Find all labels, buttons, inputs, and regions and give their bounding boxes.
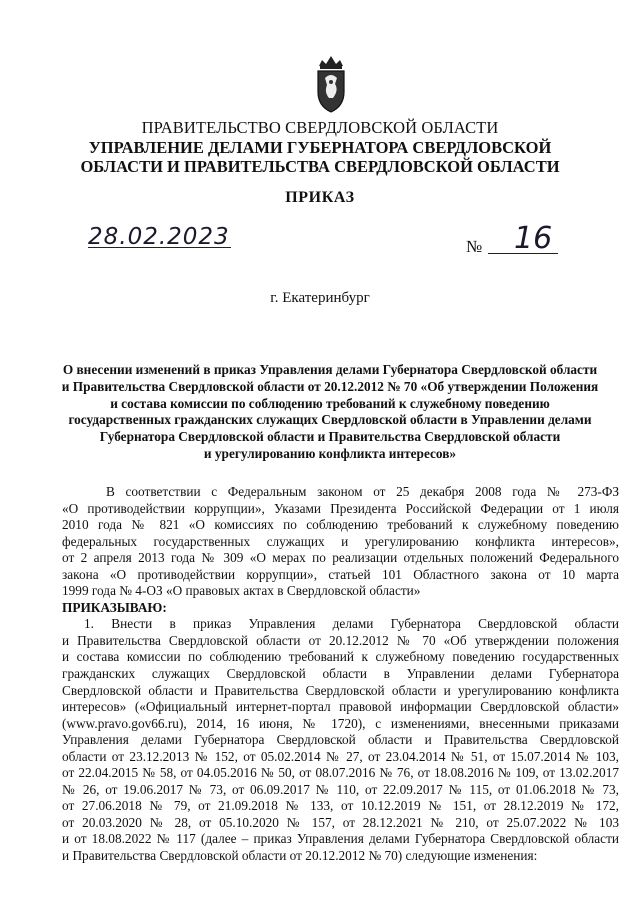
body-line: 1. Внести в приказ Управления делами Губернатора Свердловской области [84, 616, 619, 632]
order-directive: ПРИКАЗЫВАЮ: [62, 599, 167, 615]
body-line: закона «О противодействии коррупции», статьей 101 Областного закона от 10 марта [62, 566, 619, 582]
body-line: (www.pravo.gov66.ru), 2014, 16 июня, № 1720), с изменениями, внесенными приказами [62, 715, 619, 731]
body-line: от 22.04.2015 № 58, от 04.05.2016 № 50, от 08.07.2016 № 76, от 18.08.2016 № 109, от 13.02.2017 [62, 765, 619, 781]
body-line: и от 18.08.2022 № 117 (далее – приказ Управления делами Губернатора Свердловской области [62, 831, 619, 847]
body-line: Свердловской области и Правительства Свердловской области и урегулированию конфликта [62, 682, 619, 698]
body-line: и Правительства Свердловской области от 20.12.2012 № 70) следующие изменения: [62, 848, 538, 864]
subject-line: и состава комиссии по соблюдению требований к служебному поведению [110, 395, 550, 411]
body-line: федеральных государственных служащих и урегулированию конфликта интересов», [62, 533, 619, 549]
body-line: гражданских служащих Свердловской области в Управлении делами Губернатора [62, 666, 619, 682]
order-subject [40, 362, 620, 463]
body-line: интересов» («Официальный интернет-портал правовой информации Свердловской области» [62, 699, 619, 715]
subject-line: и урегулированию конфликта интересов» [203, 445, 457, 461]
order-number: 16 [514, 221, 553, 256]
coat-of-arms-icon [313, 52, 349, 114]
body-line: и состава комиссии по соблюдению требований к служебному поведению государственных [62, 649, 619, 665]
document-type-title: ПРИКАЗ [285, 189, 355, 206]
body-line: «О противодействии коррупции», Указами Президента Российской Федерации от 1 июля [62, 500, 619, 516]
body-line: Управления делами Губернатора Свердловской области и Правительства Свердловской [62, 732, 619, 748]
city: г. Екатеринбург [270, 290, 370, 306]
order-date: 28.02.2023 [88, 224, 230, 250]
subject-line: и Правительства Свердловской области от 20.12.2012 № 70 «Об утверждении Положения [61, 378, 599, 394]
subject-line: О внесении изменений в приказ Управления делами Губернатора Свердловской области [62, 362, 598, 377]
body-line: и Правительства Свердловской области от 20.12.2012 № 70 «Об утверждении положения [62, 632, 619, 648]
body-line: от 27.06.2018 № 79, от 21.09.2018 № 133, от 10.12.2019 № 151, от 28.12.2019 № 172, [62, 798, 619, 814]
number-underline [488, 253, 558, 254]
body-line: от 2 апреля 2013 года № 309 «О мерах по реализации отдельных положений Федерального [62, 550, 619, 566]
body-line: № 26, от 19.06.2017 № 73, от 06.09.2017 № 110, от 22.09.2017 № 115, от 01.06.2018 № 73, [62, 781, 619, 797]
subject-line: государственных гражданских служащих Свердловской области в Управлении делами [68, 412, 592, 428]
body-line: от 20.03.2020 № 28, от 05.10.2020 № 157, от 28.12.2021 № 210, от 25.07.2022 № 103 [62, 814, 619, 830]
department-name-line-1: УПРАВЛЕНИЕ ДЕЛАМИ ГУБЕРНАТОРА СВЕРДЛОВСКОЙ [88, 138, 552, 157]
subject-line: Губернатора Свердловской области и Правительства Свердловской области [99, 429, 561, 445]
department-name-line-2: ОБЛАСТИ И ПРАВИТЕЛЬСТВА СВЕРДЛОВСКОЙ ОБЛАСТИ [80, 157, 560, 176]
body-line: области от 23.12.2013 № 152, от 05.02.2014 № 27, от 23.04.2014 № 51, от 15.07.2014 № 103, [62, 748, 619, 764]
order-body [62, 484, 619, 865]
body-line: 2010 года № 821 «О комиссиях по соблюдению требований к служебному поведению [62, 517, 619, 533]
number-sign: № [466, 237, 483, 256]
body-line: В соответствии с Федеральным законом от 25 декабря 2008 года № 273-ФЗ [106, 484, 619, 499]
date-underline [88, 247, 231, 248]
government-name: ПРАВИТЕЛЬСТВО СВЕРДЛОВСКОЙ ОБЛАСТИ [141, 118, 499, 137]
body-line: 1999 года № 4-ОЗ «О правовых актах в Свердловской области» [62, 583, 421, 599]
